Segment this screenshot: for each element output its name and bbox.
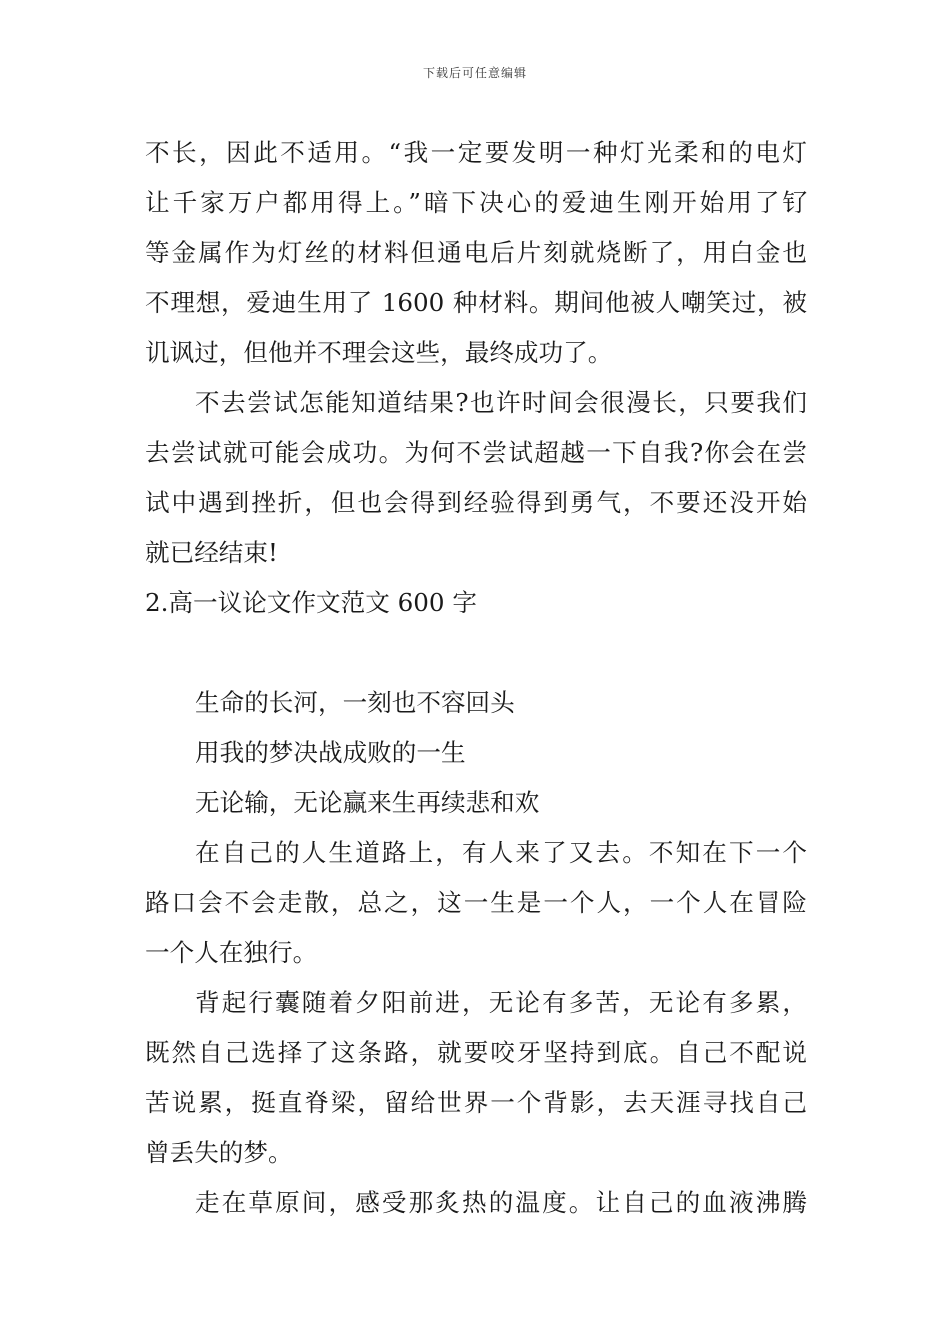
text-line: 讥讽过，但他并不理会这些，最终成功了。: [145, 338, 613, 367]
text-line: 走在草原间，感受那炙热的温度。让自己的血液沸腾: [195, 1188, 807, 1217]
text-line: 背起行囊随着夕阳前进，无论有多苦，无论有多累，: [195, 988, 807, 1017]
paragraph-edison: [145, 128, 807, 378]
text-line: 试中遇到挫折，但也会得到经验得到勇气，不要还没开始: [145, 488, 807, 517]
text-line: 在自己的人生道路上，有人来了又去。不知在下一个: [195, 838, 807, 867]
text-line: 不理想，爱迪生用了 1600 种材料。期间他被人嘲笑过，被: [145, 288, 807, 317]
text-line: 曾丢失的梦。: [145, 1138, 293, 1167]
page-header-note: 下载后可任意编辑: [422, 66, 527, 80]
text-line: 等金属作为灯丝的材料但通电后片刻就烧断了，用白金也: [145, 238, 807, 267]
blank-line: [145, 628, 807, 678]
text-line: 苦说累，挺直脊梁，留给世界一个背影，去天涯寻找自己: [145, 1088, 807, 1117]
paragraph-life-road: [145, 828, 807, 978]
poem-line: 生命的长河，一刻也不容回头: [195, 688, 515, 717]
text-line: 一个人在独行。: [145, 938, 318, 967]
text-line: 路口会不会走散，总之，这一生是一个人，一个人在冒险: [145, 888, 807, 917]
paragraph-grassland: [145, 1178, 807, 1228]
text-line: 不去尝试怎能知道结果?也许时间会很漫长，只要我们: [195, 388, 807, 417]
text-line: 去尝试就可能会成功。为何不尝试超越一下自我?你会在尝: [145, 438, 807, 467]
paragraph-backpack: [145, 978, 807, 1178]
text-line: 让千家万户都用得上。”暗下决心的爱迪生刚开始用了钌: [145, 188, 807, 217]
poem-line: 用我的梦决战成败的一生: [195, 738, 466, 767]
paragraph-try: [145, 378, 807, 578]
poem-line: 无论输，无论赢来生再续悲和欢: [195, 788, 540, 817]
text-line: 既然自己选择了这条路，就要咬牙坚持到底。自己不配说: [145, 1038, 807, 1067]
text-line: 不长，因此不适用。“我一定要发明一种灯光柔和的电灯: [145, 138, 807, 167]
text-line: 就已经结束!: [145, 538, 278, 567]
section-heading: 2.高一议论文作文范文 600 字: [145, 588, 477, 617]
poem-block: [145, 678, 807, 828]
document-body: [145, 128, 807, 1228]
